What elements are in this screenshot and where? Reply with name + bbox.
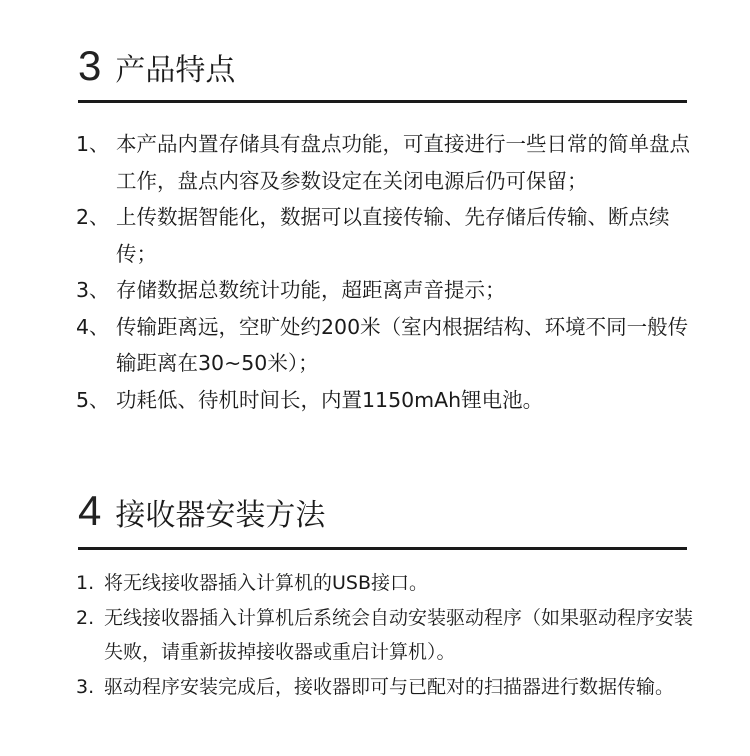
list-item-text: 无线接收器插入计算机后系统会自动安装驱动程序（如果驱动程序安装失败，请重新拔掉接收器或重启计算机）。 — [104, 606, 694, 663]
list-item-text: 上传数据智能化，数据可以直接传输、先存储后传输、断点续传； — [116, 205, 670, 266]
features-heading — [78, 42, 235, 90]
list-item — [76, 670, 701, 705]
list-item — [76, 272, 704, 309]
list-item-marker: 4、 — [76, 314, 110, 339]
list-item-text: 传输距离远，空旷处约200米（室内根据结构、环境不同一般传输距离在30~50米）； — [116, 314, 689, 375]
list-item-marker: 1、 — [76, 132, 110, 156]
list-item — [76, 382, 704, 419]
list-item-text: 本产品内置存储具有盘点功能，可直接进行一些日常的简单盘点工作，盘点内容及参数设定在关闭电源后仍可保留； — [116, 132, 690, 193]
list-item — [76, 309, 704, 382]
installation-section-title: 接收器安装方法 — [115, 498, 326, 533]
list-item-marker: 2. — [76, 606, 95, 629]
list-item-marker: 3、 — [76, 278, 110, 302]
list-item — [76, 566, 701, 601]
features-section-number: 3 — [78, 42, 102, 89]
installation-heading — [78, 487, 325, 535]
installation-list — [76, 566, 701, 704]
list-item-text: 功耗低、待机时间长，内置1150mAh锂电池。 — [116, 387, 544, 412]
list-item — [76, 199, 704, 272]
features-section-title: 产品特点 — [115, 53, 236, 88]
list-item — [76, 126, 704, 199]
list-item — [76, 601, 701, 670]
installation-section-number: 4 — [78, 487, 102, 534]
list-item-marker: 5、 — [76, 387, 110, 412]
features-list — [76, 126, 704, 418]
list-item-text: 将无线接收器插入计算机的USB接口。 — [104, 572, 429, 594]
features-divider — [78, 100, 687, 103]
list-item-marker: 2、 — [76, 205, 110, 229]
list-item-marker: 1. — [76, 572, 95, 594]
list-item-text: 驱动程序安装完成后，接收器即可与已配对的扫描器进行数据传输。 — [104, 675, 675, 698]
installation-divider — [78, 547, 687, 550]
list-item-marker: 3. — [76, 675, 95, 698]
list-item-text: 存储数据总数统计功能，超距离声音提示； — [116, 278, 506, 302]
